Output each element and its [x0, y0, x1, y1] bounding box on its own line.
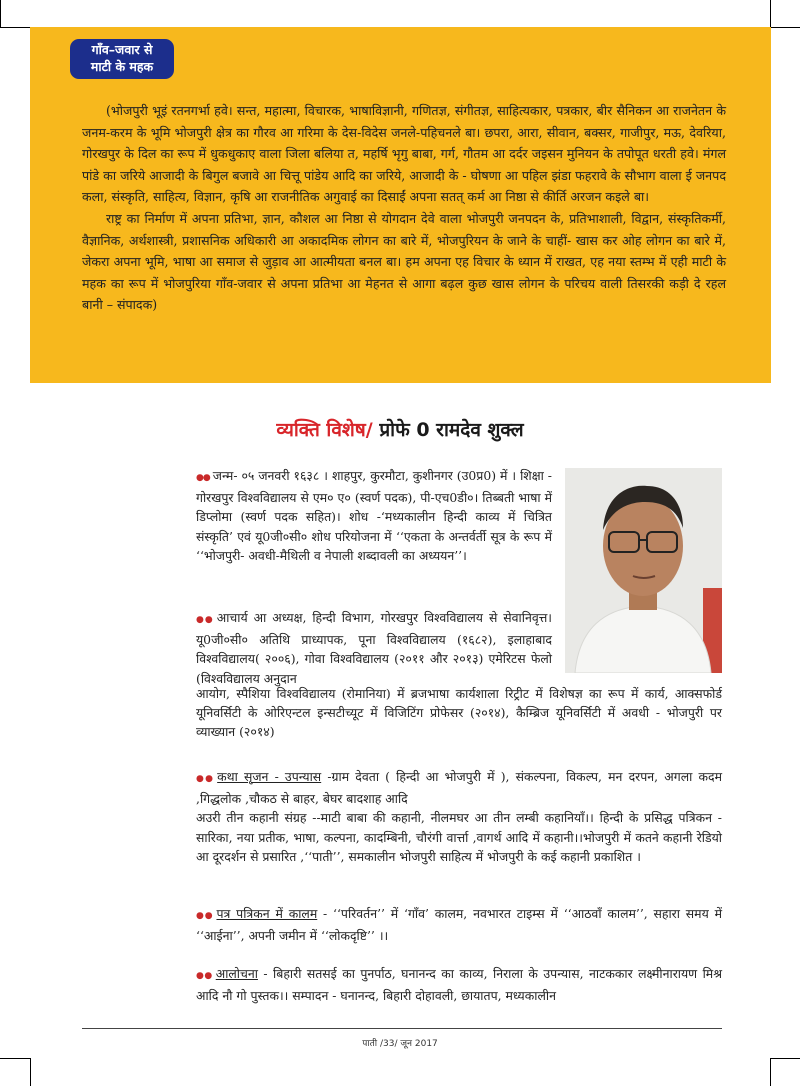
bio-career-text: आचार्य आ अध्यक्ष, हिन्दी विभाग, गोरखपुर विश्वविद्यालय से सेवानिवृत्त। यू0जी०सी० अतिथि प्राध्यापक, पूना विश्वविद्यालय (१६८२), इलाहाबाद विश्वविद्यालय( २००६), गोवा विश्वविद्यालय (२०११ और २०१३) एमेरिटस फेलो (विश्वविद्यालय अनुदान: [196, 610, 552, 686]
bio-career-text-continued: आयोग, स्पैशिया विश्वविद्यालय (रोमानिया) में ब्रजभाषा कार्यशाला रिट्रीट में विशेषज्ञ का रूप में कार्य, आक्सफोर्ड यूनिवर्सिटी के ओरिएन्टल इन्सटीच्यूट में विजिटिंग प्रोफेसर (२०१४), कैम्ब्रिज यूनिवर्सिटी में अवधी - भोजपुरी पर व्याख्यान (२०१४): [196, 686, 723, 740]
fiction-label: कथा सृजन - उपन्यास: [217, 769, 322, 784]
portrait-illustration: [565, 468, 722, 673]
column-badge: [70, 39, 174, 79]
bio-career-part2: [196, 684, 722, 742]
badge-line-2: माटी के महक: [90, 59, 154, 74]
heading-person-name: प्रोफे 0 रामदेव शुक्ल: [372, 419, 524, 441]
crop-mark-rt: [770, 27, 800, 28]
intro-panel: [30, 27, 771, 383]
intro-paragraph-1: (भोजपुरी भूइं रतनगर्भा हवे। सन्त, महात्मा, विचारक, भाषाविज्ञानी, गणितज्ञ, संगीतज्ञ, साहित्यकार, पत्रकार, बीर सैनिकन आ राजनेतन के जनम-करम के भूमि भोजपुरी क्षेत्र का गौरव आ गरिमा के देस-विदेस जनले-पहिचनले बा। छपरा, आरा, सीवान, बक्सर, गाजीपुर, मऊ, देवरिया, गोरखपुर के दिल का रूप में धुकधुकाए वाला जिला बलिया त, महर्षि भृगु बाबा, गर्ग, गौतम आ दर्दर जइसन मुनियन के तपोपूत धरती हवे। मंगल पांडे का जरिये आजादी के बिगुल बजावे आ चित्तू पांडेय आदि का जरिये, आजादी के - घोषणा आ पहिल झंडा फहरावे के सौभाग वाला ई जनपद कला, संस्कृति, साहित्य, विज्ञान, कृषि आ राजनीतिक अगुवाई का दिसाईं अपना सतत् कर्म आ निष्ठा से कीर्ति अरजन कइले बा।: [82, 103, 727, 205]
bio-fiction: [196, 767, 722, 866]
footer-divider: [82, 1028, 722, 1029]
bio-criticism: [196, 964, 722, 1005]
crop-mark-tr: [770, 0, 771, 28]
intro-paragraph-2: राष्ट्र का निर्माण में अपना प्रतिभा, ज्ञान, कौशल आ निष्ठा से योगदान देवे वाला भोजपुरी जनपदन के, प्रतिभाशाली, विद्वान, संस्कृतिकर्मी, वैज्ञानिक, अर्थशास्त्री, प्रशासनिक अधिकारी आ अकादमिक लोगन का बारे में, भोजपुरियन के जाने के चाहीं- खास कर ओह लोगन का बारे में, जेकरा अपना भूमि, भाषा आ समाज से जुड़ाव आ आत्मीयता बनल बा। हम अपना एह विचार के ध्यान में राखत, एह नया स्तम्भ में एही माटी के महक का रूप में भोजपुरिया गाँव-जवार से अपना प्रतिभा आ मेहनत से आगा बढ़ल कुछ खास लोगन के परिचय वाली तिसरकी कड़ी दे रहल बानी – संपादक): [82, 210, 726, 313]
article-heading: [0, 416, 800, 442]
crop-mark-lt: [0, 27, 30, 28]
bullet-icon: ●●: [196, 911, 214, 921]
criticism-label: आलोचना: [215, 966, 258, 981]
bullet-icon: ●●: [196, 473, 210, 483]
bio-career-part1: [196, 608, 552, 688]
fiction-text-continued: अउरी तीन कहानी संग्रह --माटी बाबा की कहानी, नीलमघर आ तीन लम्बी कहानियाँ।। हिन्दी के प्रसिद्ध पत्रिकन - सारिका, नया प्रतीक, भाषा, कल्पना, कादम्बिनी, चौरंगी वार्त्ता ,वागर्थ आदि में कहानी।।भोजपुरी में कतने कहानी रेडियो आ दूरदर्शन से प्रसारित ,‘‘पाती’’, समकालीन भोजपुरी साहित्य में भोजपुरी के कई कहानी प्रकाशित ।: [196, 810, 722, 864]
badge-line-1: गाँव–जवार से: [91, 42, 153, 57]
columns-text: - ‘‘परिवर्तन’’ में ‘गाँव’ कालम, नवभारत टाइम्स में ‘‘आठवाँ कालम’’, सहारा समय में ‘‘आईना’’, अपनी जमीन में ‘‘लोकदृष्टि’’ ।।: [196, 906, 722, 944]
bullet-icon: ●●: [196, 774, 215, 784]
bio-columns: [196, 904, 722, 945]
bio-birth-text: जन्म- ०५ जनवरी १६३८ । शाहपुर, कुरमौटा, कुशीनगर (उ0प्र0) में । शिक्षा - गोरखपुर विश्वविद्यालय से एम० ए० (स्वर्ण पदक), पी-एच0डी०। तिब्बती भाषा में डिप्लोमा (स्वर्ण पदक सहित)। शोध -‘मध्यकालीन हिन्दी काव्य में चित्रित संस्कृति’ एवं यू0जी०सी० शोध परियोजना में ‘‘एकता के अन्तर्वर्ती सूत्र के रूप में ‘‘भोजपुरी- अवधी-मैथिली व नेपाली शब्दावली का अध्ययन’’।: [196, 468, 552, 563]
page-footer: पाती /33/ जून 2017: [362, 1039, 438, 1049]
crop-mark-bl: [0, 1058, 30, 1059]
crop-mark-br: [770, 1058, 800, 1059]
fiction-text: -ग्राम देवता ( हिन्दी आ भोजपुरी में ), संकल्पना, विकल्प, मन दरपन, अगला कदम ,गिद्धलोक ,चौकठ से बाहर, बेघर बादशाह आदि: [196, 769, 722, 807]
heading-label: व्यक्ति विशेष/: [276, 419, 373, 441]
intro-text: [82, 100, 726, 316]
bullet-icon: ●●: [196, 615, 214, 625]
crop-mark-tl: [0, 0, 1, 28]
criticism-text: - बिहारी सतसई का पुनर्पाठ, घनानन्द का काव्य, निराला के उपन्यास, नाटककार लक्ष्मीनारायण मिश्र आदि नौ गो पुस्तक।। सम्पादन - घनानन्द, बिहारी दोहावली, छायातप, मध्यकालीन: [196, 966, 722, 1004]
portrait-photo: [565, 468, 722, 673]
crop-mark-br-v: [770, 1058, 771, 1086]
columns-label: पत्र पत्रिकन में कालम: [216, 906, 318, 921]
bio-birth-education: [196, 466, 552, 565]
bullet-icon: ●●: [196, 971, 213, 981]
crop-mark-bl-v: [30, 1058, 31, 1086]
